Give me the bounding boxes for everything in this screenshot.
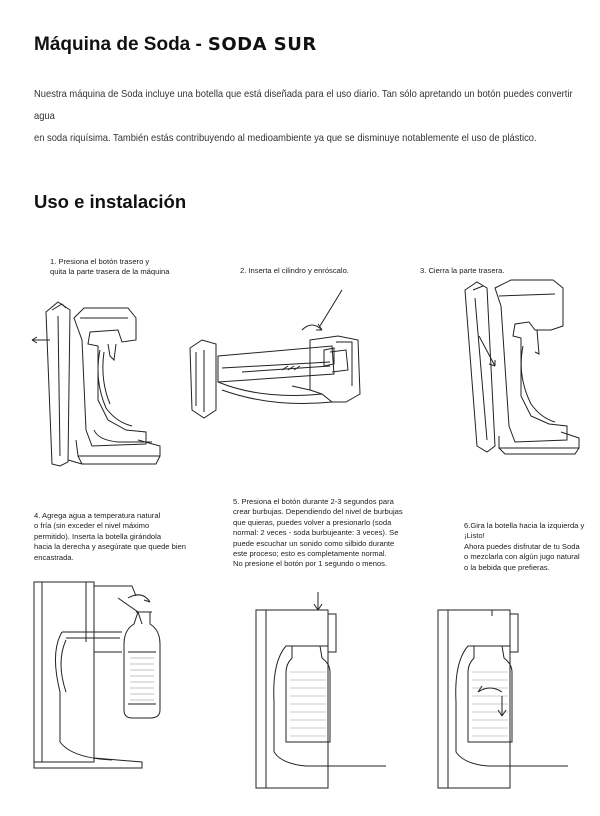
machine-body <box>256 610 328 788</box>
page-title <box>34 34 317 56</box>
arrow-close-icon <box>479 336 495 366</box>
machine-body <box>74 308 146 446</box>
bottle <box>286 646 330 742</box>
step-1-caption: 1. Presiona el botón trasero y quita la parte trasera de la máquina <box>50 257 170 277</box>
intro-line-1: Nuestra máquina de Soda incluye una botella que está diseñada para el uso diario. Tan sólo apretando un botón puedes convertir agua <box>34 89 573 122</box>
step-5-illustration <box>246 592 386 788</box>
machine-body <box>495 280 567 442</box>
step-4-caption: 4. Agrega agua a temperatura natural o fría (sin exceder el nivel máximo permitido). Inserta la botella girándola hacia la derecha y asegúrate que quede bien encastrada. <box>34 511 186 562</box>
step-1-illustration <box>28 280 178 470</box>
brand-logo: SODA SUR <box>207 34 317 55</box>
step-6-illustration <box>432 592 572 788</box>
bottle <box>468 646 512 742</box>
water-texture <box>290 672 326 736</box>
step-3-illustration <box>455 276 590 466</box>
title-text: Máquina de Soda - <box>34 34 202 55</box>
water-texture <box>472 672 508 736</box>
machine-body <box>34 582 94 762</box>
step-4-illustration <box>32 572 192 782</box>
intro-paragraph <box>34 84 577 150</box>
intro-line-2: en soda riquísima. También estás contribuyendo al medioambiente ya que se disminuye notablemente el uso de plástico. <box>34 133 537 144</box>
step-2-illustration <box>182 290 372 430</box>
step-5-caption: 5. Presiona el botón durante 2-3 segundos para crear burbujas. Dependiendo del nivel de burbujas que quieras, puedes volver a presionarlo (soda normal: 2 veces - soda burbujeante: 3 veces). Se puede escuchar un sonido como silbido durante este proceso; esto es completamente normal. No presione el botón por 1 segundo o menos. <box>233 497 403 569</box>
step-2-caption: 2. Inserta el cilindro y enróscalo. <box>240 266 349 275</box>
rotate-left-arrow-icon <box>478 688 502 692</box>
machine-body <box>438 610 510 788</box>
section-title: Uso e instalación <box>34 191 187 212</box>
back-panel <box>465 282 495 452</box>
step-3-caption: 3. Cierra la parte trasera. <box>420 266 505 275</box>
machine-base <box>34 758 142 768</box>
gas-cylinder <box>218 346 334 382</box>
bottle <box>124 612 160 718</box>
step-6-caption: 6.Gira la botella hacia la izquierda y ¡Listo! Ahora puedes disfrutar de tu Soda o mezclarla con algún jugo natural o la bebida que prefieras. <box>464 521 585 572</box>
base-plate <box>190 340 216 418</box>
